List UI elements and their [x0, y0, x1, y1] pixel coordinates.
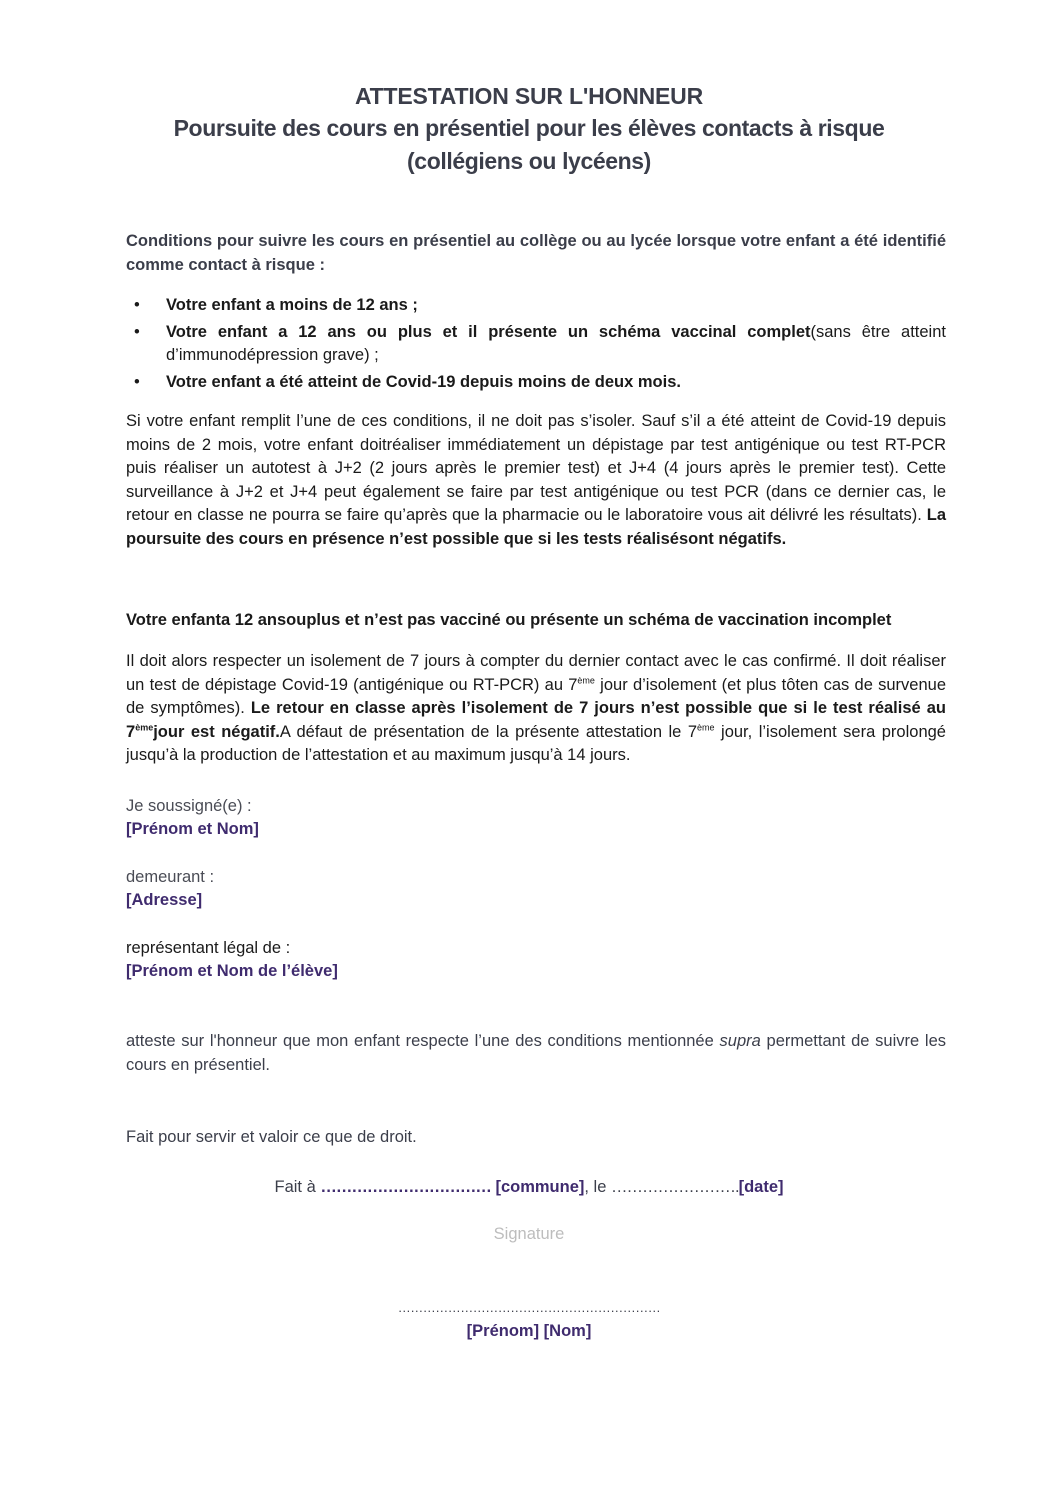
condition-text: Votre enfant a moins de 12 ans ;: [166, 296, 418, 314]
le-label: , le: [584, 1178, 611, 1196]
paragraph-text: jour, l’isolement sera prolongé jusqu’à la production de l’attestation et au maximum jusqu’à 14 jours.: [126, 722, 946, 764]
paragraph-emphasis: jour est négatif.: [153, 722, 280, 741]
demeurant-label: demeurant :: [126, 868, 215, 886]
document-title: ATTESTATION SUR L'HONNEUR: [354, 83, 703, 109]
statement-text: atteste sur l'honneur que mon enfant respecte l’une des conditions mentionnée: [126, 1032, 720, 1050]
attestation-statement: [126, 1030, 946, 1077]
conditions-intro: Conditions pour suivre les cours en présentiel au collège ou au lycée lorsque votre enfant a été identifié comme contact à risque :: [126, 232, 946, 274]
fait-a-label: Fait à: [274, 1178, 321, 1196]
place-date-line: [0, 1176, 1058, 1200]
superscript: ème: [577, 675, 595, 685]
date-dots[interactable]: …………………….: [610, 1178, 739, 1196]
paragraph-emphasis: La poursuite des cours en présence n’est possible que si les tests réalisésont négatifs.: [126, 506, 946, 548]
condition-note: (sans être atteint d’immunodépression grave) ;: [166, 322, 946, 364]
signature-label: Signature: [493, 1225, 565, 1243]
paragraph-text: A défaut de présentation de la présente attestation le 7: [279, 722, 698, 741]
paragraph-text: Si votre enfant remplit l’une de ces conditions, il ne doit pas s’isoler. Sauf s’il a été atteint de Covid-19 depuis moins de 2 mois, votre enfant doitréaliser immédiatement un dépistage par test antigénique ou test RT-PCR puis réaliser un autotest à J+2 (2 jours après le premier test) et J+4 (4 jours après le premier test). Cette surveillance à J+2 et J+4 peut également se faire par test antigénique ou test PCR (dans ce dernier cas, le retour en classe ne pourra se faire qu’après que la pharmacie ou le laboratoire vous ait délivré les résultats).: [126, 412, 946, 524]
paragraph-text: Il doit alors respecter un isolement de 7 jours à compter du dernier contact avec le cas confirmé. Il doit réaliser un test de dépistage Covid-19 (antigénique ou RT-PCR) au 7: [126, 652, 946, 694]
superscript: ème: [135, 722, 154, 732]
signature-line[interactable]: ………………………………………………………: [397, 1300, 661, 1315]
condition-text: Votre enfant a été atteint de Covid-19 depuis moins de deux mois.: [166, 372, 681, 391]
paragraph-conditions-met: [126, 410, 946, 551]
address-field[interactable]: [Adresse]: [126, 891, 203, 909]
condition-text: Votre enfant a 12 ans ou plus et il présente un schéma vaccinal complet: [166, 322, 811, 341]
paragraph-emphasis: Le retour en classe après l’isolement de 7 jours n’est possible que si le test réalisé au 7: [126, 699, 946, 741]
paragraph-text: jour d’isolement (et plus tôten cas de survenue de symptômes).: [126, 675, 946, 717]
bullet-icon: •: [134, 296, 140, 314]
statement-text: permettant de suivre les cours en présentiel.: [126, 1032, 947, 1074]
condition-item: [126, 294, 946, 318]
conditions-list: [126, 294, 946, 394]
section-heading-unvaccinated: Votre enfanta 12 ansouplus et n’est pas vacciné ou présente un schéma de vaccination incomplet: [126, 611, 892, 629]
title-block: [0, 80, 1058, 178]
commune-field[interactable]: [commune]: [490, 1178, 585, 1196]
paragraph-isolation: [126, 650, 946, 768]
student-name-field[interactable]: [Prénom et Nom de l’élève]: [126, 962, 338, 980]
soussigne-label: Je soussigné(e) :: [126, 797, 252, 815]
document-subtitle-line2: (collégiens ou lycéens): [407, 148, 651, 174]
soussigne-name-field[interactable]: [Prénom et Nom]: [126, 820, 259, 838]
statement-italic: supra: [719, 1032, 761, 1050]
condition-item: [126, 371, 946, 395]
representant-label: représentant légal de :: [126, 939, 291, 957]
date-field[interactable]: [date]: [738, 1178, 784, 1196]
condition-item: [126, 321, 946, 368]
commune-dots[interactable]: ……………………………: [320, 1178, 491, 1196]
document-subtitle-line1: Poursuite des cours en présentiel pour les élèves contacts à risque: [173, 115, 885, 141]
superscript: ème: [697, 722, 715, 732]
closing-formula: Fait pour servir et valoir ce que de droit.: [126, 1128, 417, 1146]
bullet-icon: •: [134, 322, 140, 341]
bullet-icon: •: [134, 372, 140, 391]
signature-name-field[interactable]: [Prénom] [Nom]: [466, 1322, 592, 1340]
